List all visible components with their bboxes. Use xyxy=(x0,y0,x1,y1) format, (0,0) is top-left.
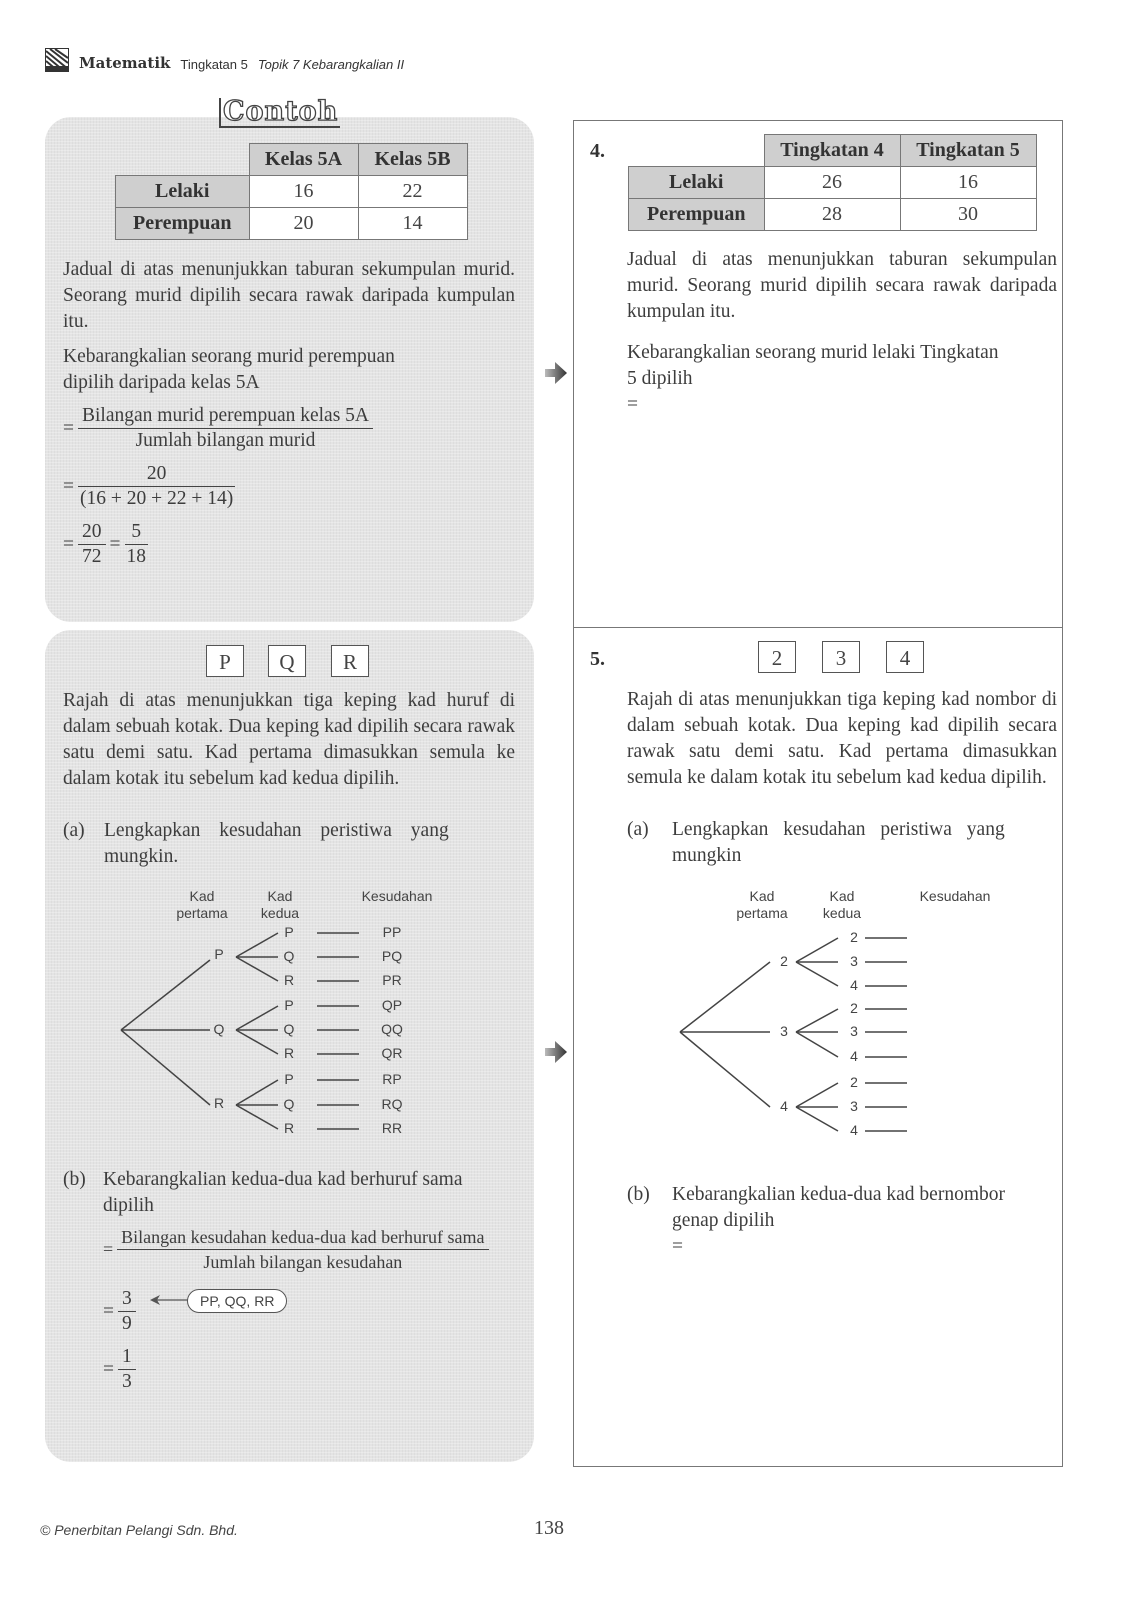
row-header: Lelaki xyxy=(629,167,765,199)
q5-answer-field[interactable]: = xyxy=(672,1236,683,1257)
arrow-right-icon xyxy=(545,362,567,384)
table-cell: 26 xyxy=(764,167,900,199)
table-cell: 16 xyxy=(900,167,1036,199)
publisher-logo-icon xyxy=(45,48,69,72)
q5-part-b-text-cont: genap dipilih xyxy=(672,1210,775,1231)
q5-part-a-label: (a) xyxy=(627,819,649,840)
outcome: QQ xyxy=(381,1021,403,1037)
part-b-label: (b) xyxy=(63,1169,86,1190)
tree-col-second: Kad kedua xyxy=(260,888,300,921)
table-cell: 20 xyxy=(249,208,358,240)
number-card: 2 xyxy=(758,641,796,673)
arrow-right-icon xyxy=(545,1041,567,1063)
level-label: Tingkatan 5 xyxy=(180,57,248,72)
page-header xyxy=(45,48,404,72)
tree-col-first: Kad pertama xyxy=(176,888,228,921)
tree-diagram-numbers xyxy=(670,920,940,1140)
row-header: Perempuan xyxy=(629,199,765,231)
col-header: Tingkatan 4 xyxy=(764,135,900,167)
table-cell: 30 xyxy=(900,199,1036,231)
example-heading: Contoh xyxy=(219,98,340,128)
table-cell: 28 xyxy=(764,199,900,231)
outcome: RQ xyxy=(381,1096,403,1112)
outcome: QP xyxy=(381,997,403,1013)
example-description: Jadual di atas menunjukkan taburan sekumpulan murid. Seorang murid dipilih secara rawak daripada kumpulan itu. xyxy=(63,259,515,332)
q5-part-a-text: Lengkapkan kesudahan peristiwa yang mungkin xyxy=(672,819,1005,866)
col-header: Kelas 5B xyxy=(358,144,467,176)
example2-description: Rajah di atas menunjukkan tiga keping kad huruf di dalam sebuah kotak. Dua keping kad dipilih secara rawak satu demi satu. Kad pertama dimasukkan semula ke dalam kotak itu sebelum kad kedua dipilih. xyxy=(63,690,515,789)
example-question: Kebarangkalian seorang murid perempuan xyxy=(63,346,395,367)
callout-arrow-icon xyxy=(150,1294,190,1306)
tree-col-first: Kad pertama xyxy=(736,888,788,921)
outcome: PQ xyxy=(381,948,403,964)
col-header: Kelas 5A xyxy=(249,144,358,176)
example-step-3: = $\frac{20}{72}$ = $\frac{5}{18}$ xyxy=(63,521,146,567)
question-4-answer-field[interactable]: = xyxy=(627,394,638,415)
outcome: RR xyxy=(381,1120,403,1136)
part-a-text: Lengkapkan kesudahan peristiwa yang mungkin. xyxy=(104,820,449,867)
question-4-table xyxy=(628,134,1037,231)
table-cell: 22 xyxy=(358,176,467,208)
exercise-divider xyxy=(573,627,1063,628)
part-b-step-3: = $\frac{1}{3}$ xyxy=(103,1345,134,1394)
question-4-prompt-cont: 5 dipilih xyxy=(627,368,693,389)
page-number: 138 xyxy=(534,1517,564,1539)
outcome: PP xyxy=(382,924,402,940)
number-card: 3 xyxy=(822,641,860,673)
letter-card: Q xyxy=(268,645,306,677)
tree-col-second: Kad kedua xyxy=(822,888,862,921)
question-5-description: Rajah di atas menunjukkan tiga keping kad nombor di dalam sebuah kotak. Dua keping kad dipilih secara rawak satu demi satu. Kad pertama dimasukkan semula ke dalam kotak itu sebelum kad kedua dipilih. xyxy=(627,689,1057,788)
row-header: Lelaki xyxy=(116,176,250,208)
q5-part-b-text: Kebarangkalian kedua-dua kad bernombor xyxy=(672,1184,1005,1205)
row-header: Perempuan xyxy=(116,208,250,240)
table-cell: 14 xyxy=(358,208,467,240)
tree-col-outcome: Kesudahan xyxy=(919,888,991,904)
col-header: Tingkatan 5 xyxy=(900,135,1036,167)
outcome: QR xyxy=(381,1045,403,1061)
copyright: © Penerbitan Pelangi Sdn. Bhd. xyxy=(40,1522,238,1538)
part-b-step-2: = $\frac{3}{9}$ xyxy=(103,1287,134,1336)
book-brand: Matematik xyxy=(79,54,171,72)
number-card: 4 xyxy=(886,641,924,673)
example-step-2: = $\frac{20}{(16 + 20 + 22 + 14)}$ xyxy=(63,463,234,509)
part-a-label: (a) xyxy=(63,820,85,841)
topic-label: Topik 7 Kebarangkalian II xyxy=(257,57,405,72)
tree-col-outcome: Kesudahan xyxy=(361,888,433,904)
table-cell: 16 xyxy=(249,176,358,208)
outcome: RP xyxy=(382,1071,402,1087)
part-b-text-cont: dipilih xyxy=(103,1195,154,1216)
question-4-number: 4. xyxy=(590,140,605,162)
outcome: PR xyxy=(382,972,402,988)
letter-card: P xyxy=(206,645,244,677)
question-4-description: Jadual di atas menunjukkan taburan sekumpulan murid. Seorang murid dipilih secara rawak daripada kumpulan itu. xyxy=(627,249,1057,322)
example-step-1: = $\frac{\text{Bilangan murid perempuan kelas 5A}}{\text{Jumlah bilangan murid}}$ xyxy=(63,404,371,453)
example-question-cont: dipilih daripada kelas 5A xyxy=(63,372,260,393)
part-b-step-1: = $\frac{\text{Bilangan kesudahan kedua-dua kad berhuruf sama}}{\text{Jumlah bilangan kesudahan}}$ xyxy=(103,1225,487,1274)
question-4-prompt: Kebarangkalian seorang murid lelaki Tingkatan xyxy=(627,342,999,363)
question-5-number: 5. xyxy=(590,648,605,670)
letter-card: R xyxy=(331,645,369,677)
part-b-text: Kebarangkalian kedua-dua kad berhuruf sama xyxy=(103,1169,463,1190)
q5-part-b-label: (b) xyxy=(627,1184,650,1205)
example-table xyxy=(115,143,468,240)
outcome-callout: PP, QQ, RR xyxy=(187,1289,287,1313)
